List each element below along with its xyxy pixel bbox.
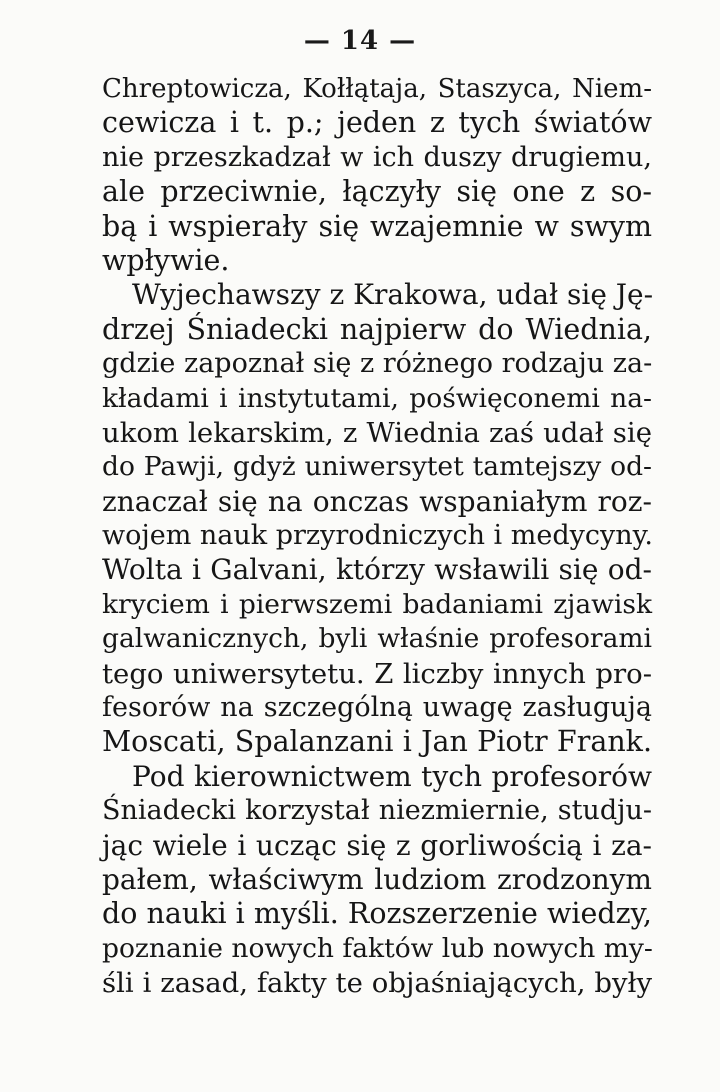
text-line: galwanicznych, byli właśnie profesorami (102, 623, 652, 655)
body-text (102, 72, 652, 1001)
text-line: jąc wiele i ucząc się z gorliwością i za- (102, 828, 652, 862)
text-line: Chreptowicza, Kołłątaja, Staszyca, Niem- (102, 74, 652, 104)
text-line: kładami i instytutami, poświęconemi na- (102, 382, 652, 414)
text-line: do Pawji, gdyż uniwersytet tamtejszy od- (102, 451, 652, 483)
text-line: nie przeszkadzał w ich duszy drugiemu, (102, 141, 652, 173)
text-line: kryciem i pierwszemi badaniami zjawisk (102, 588, 652, 620)
text-line: pałem, właściwym ludziom zrodzonym (102, 862, 652, 896)
text-line: Wolta i Galvani, którzy wsławili się od- (102, 553, 652, 587)
text-line: bą i wspierały się wzajemnie w swym (102, 209, 652, 243)
page-number: — 14 — (303, 26, 417, 56)
text-line: cewicza i t. p.; jeden z tych światów (102, 106, 652, 140)
text-line: gdzie zapoznał się z różnego rodzaju za- (102, 348, 653, 380)
text-line: ukom lekarskim, z Wiednia zaś udał się (102, 416, 652, 449)
text-line: Śniadecki korzystał niezmiernie, studju- (102, 795, 652, 827)
text-line: drzej Śniadecki najpierw do Wiednia, (102, 312, 652, 346)
text-line: śli i zasad, fakty te objaśniających, były (102, 967, 652, 1000)
text-line: poznanie nowych faktów lub nowych my- (102, 932, 653, 964)
text-line: wpływie. (102, 243, 230, 277)
text-line: tego uniwersytetu. Z liczby innych pro- (102, 657, 652, 690)
text-line: Wyjechawszy z Krakowa, udał się Ję- (132, 278, 654, 312)
text-line: do nauki i myśli. Rozszerzenie wiedzy, (102, 897, 652, 931)
text-line: Pod kierownictwem tych profesorów (132, 759, 652, 793)
text-line: fesorów na szczególną uwagę zasługują (102, 692, 652, 724)
text-line: ale przeciwnie, łączyły się one z so- (102, 175, 652, 209)
text-line: wojem nauk przyrodniczych i medycyny. (102, 520, 653, 552)
text-line: Moscati, Spalanzani i Jan Piotr Frank. (102, 725, 652, 759)
text-line: znaczał się na onczas wspaniałym roz- (102, 484, 652, 518)
